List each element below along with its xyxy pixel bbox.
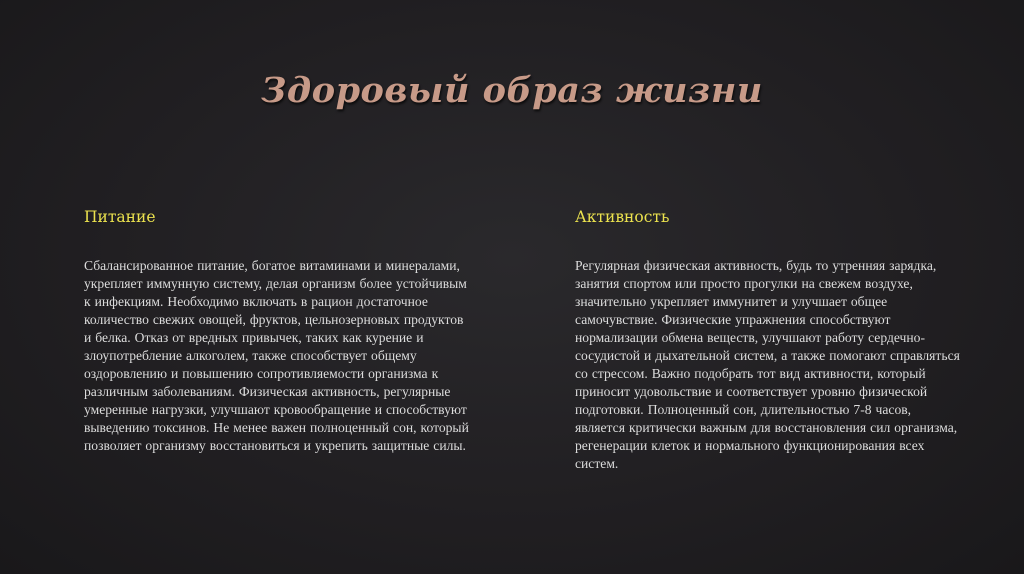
column-nutrition — [84, 207, 474, 455]
activity-text: Регулярная физическая активность, будь то утренняя зарядка, занятия спортом или просто прогулки на свежем воздухе, значительно укрепляет иммунитет и улучшает общее самочувствие. Физические упражнения способствуют нормализации обмена веществ, улучшают работу сердечно-сосудистой и дыхательной систем, а также помогают справляться со стрессом. Важно подобрать тот вид активности, который приносит удовольствие и соответствует уровню физической подготовки. Полноценный сон, длительностью 7-8 часов, является критически важным для восстановления сил организма, регенерации клеток и нормального функционирования всех систем. — [575, 258, 960, 471]
activity-heading: Активность — [575, 208, 670, 226]
nutrition-text: Сбалансированное питание, богатое витаминами и минералами, укрепляет иммунную систему, делая организм более устойчивым к инфекциям. Необходимо включать в рацион достаточное количество свежих овощей, фруктов, цельнозерновых продуктов и белка. Отказ от вредных привычек, таких как курение и злоупотребление алкоголем, также способствует общему оздоровлению и повышению сопротивляемости организма к различным заболеваниям. Физическая активность, регулярные умеренные нагрузки, улучшают кровообращение и способствуют выведению токсинов. Не менее важен полноценный сон, который позволяет организму восстановиться и укрепить защитные силы. — [84, 258, 469, 453]
nutrition-heading: Питание — [84, 208, 156, 226]
column-activity — [575, 207, 965, 473]
slide-title: Здоровый образ жизни — [261, 70, 763, 111]
